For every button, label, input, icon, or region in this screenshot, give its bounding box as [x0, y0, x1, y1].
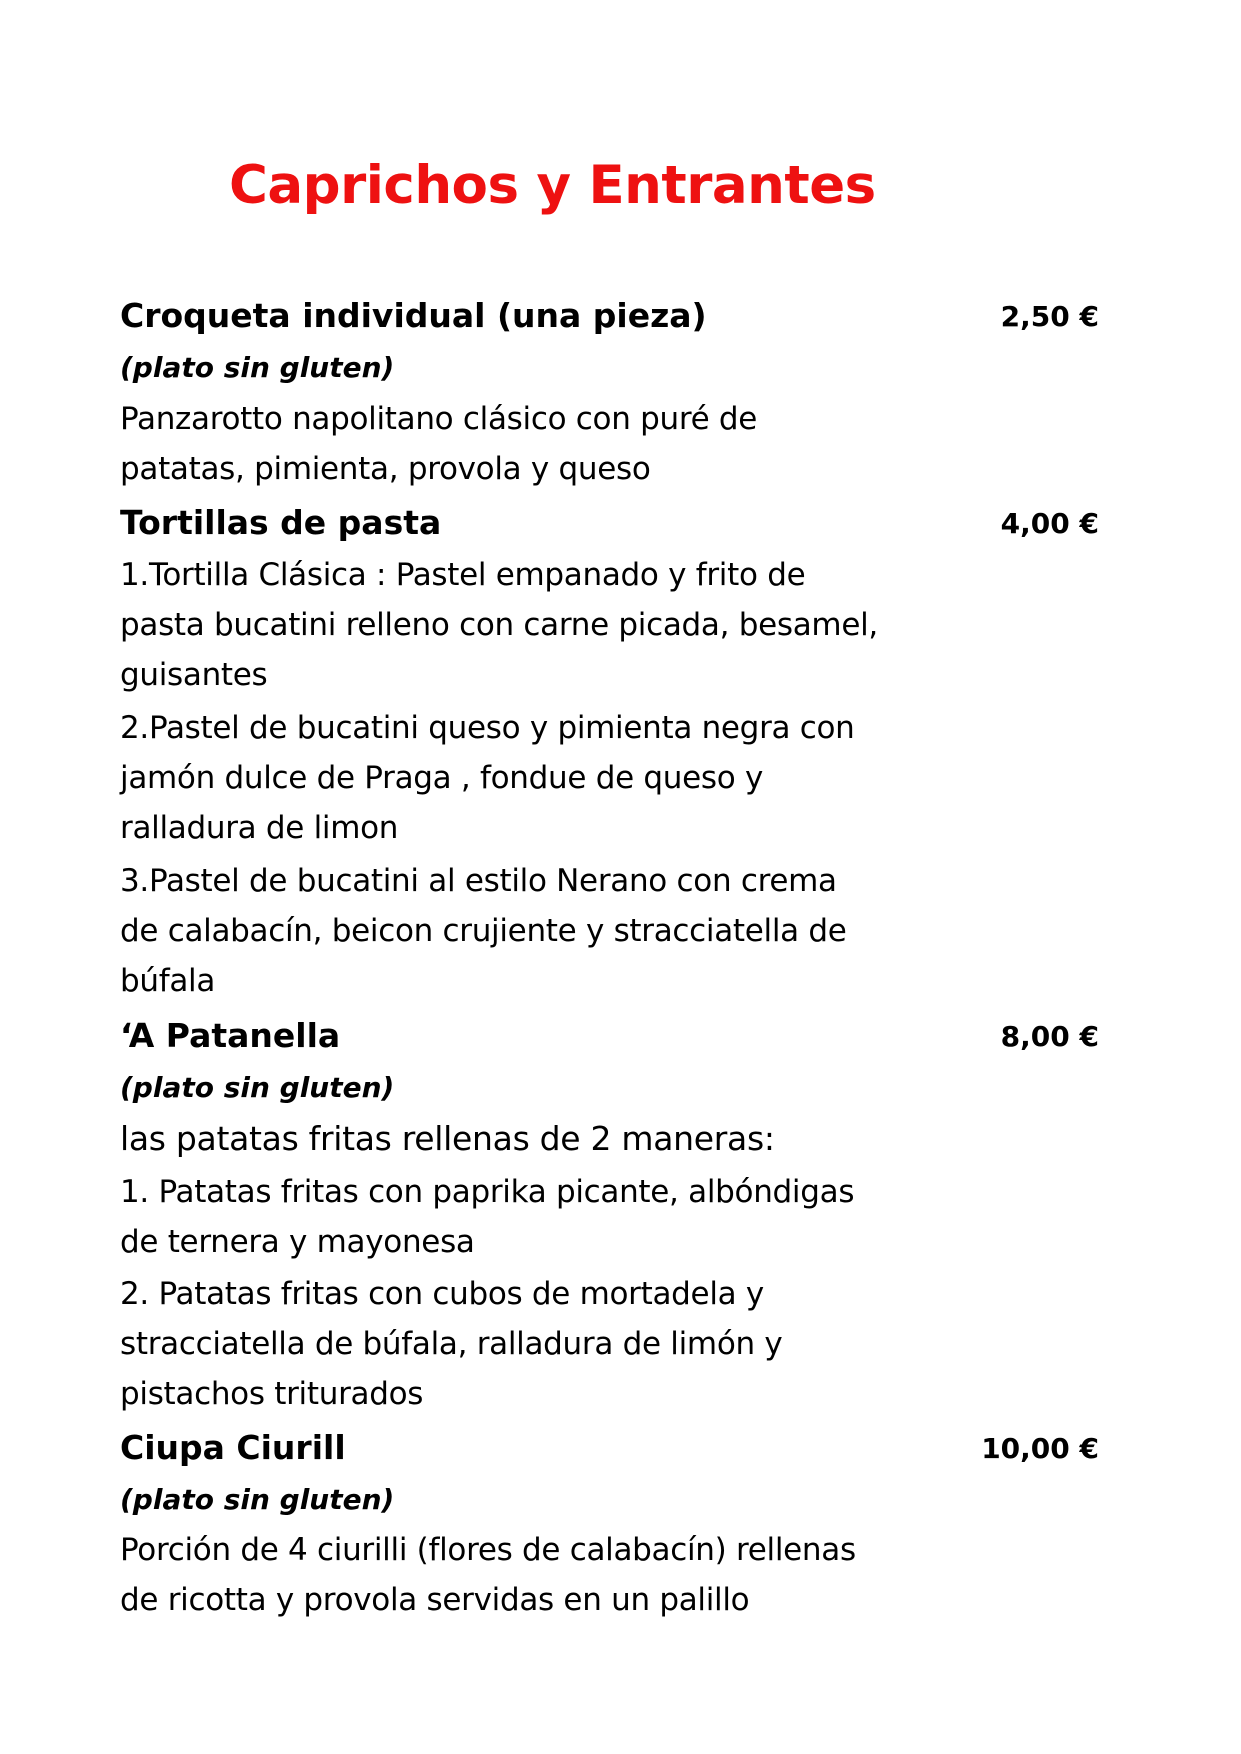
description-line: jamón dulce de Praga , fondue de queso y [120, 760, 764, 796]
description-line: de calabacín, beicon crujiente y stracciatella de [120, 913, 847, 949]
menu-item-price: 8,00 € [1000, 1020, 1099, 1053]
menu-item-name: ‘A Patanella [120, 1016, 341, 1055]
description-line: las patatas fritas rellenas de 2 maneras: [120, 1119, 775, 1158]
description-line: de ternera y mayonesa [120, 1224, 475, 1260]
description-line: 3.Pastel de bucatini al estilo Nerano con crema [120, 863, 837, 899]
gluten-free-note: (plato sin gluten) [120, 351, 395, 384]
gluten-free-note: (plato sin gluten) [120, 1071, 395, 1104]
menu-item-name: Croqueta individual (una pieza) [120, 296, 707, 335]
description-line: 1.Tortilla Clásica : Pastel empanado y frito de [120, 557, 806, 593]
description-line: stracciatella de búfala, ralladura de limón y [120, 1326, 783, 1362]
description-line: pistachos triturados [120, 1376, 424, 1412]
gluten-free-note: (plato sin gluten) [120, 1483, 395, 1516]
description-line: de ricotta y provola servidas en un palillo [120, 1582, 750, 1618]
description-line: patatas, pimienta, provola y queso [120, 451, 651, 487]
description-line: ralladura de limon [120, 810, 399, 846]
menu-item-name: Ciupa Ciurill [120, 1428, 346, 1467]
page-title: Caprichos y Entrantes [229, 155, 876, 216]
menu-item-price: 2,50 € [1000, 300, 1099, 333]
menu-item-name: Tortillas de pasta [120, 503, 442, 542]
description-line: pasta bucatini relleno con carne picada, besamel, [120, 607, 878, 643]
menu-item-price: 4,00 € [1000, 507, 1099, 540]
menu-item-price: 10,00 € [981, 1432, 1099, 1465]
description-line: búfala [120, 963, 216, 999]
description-line: guisantes [120, 657, 268, 693]
description-line: 2. Patatas fritas con cubos de mortadela y [120, 1276, 764, 1312]
description-line: Panzarotto napolitano clásico con puré de [120, 401, 758, 437]
description-line: 2.Pastel de bucatini queso y pimienta negra con [120, 710, 855, 746]
description-line: Porción de 4 ciurilli (flores de calabacín) rellenas [120, 1532, 856, 1568]
description-line: 1. Patatas fritas con paprika picante, albóndigas [120, 1174, 855, 1210]
